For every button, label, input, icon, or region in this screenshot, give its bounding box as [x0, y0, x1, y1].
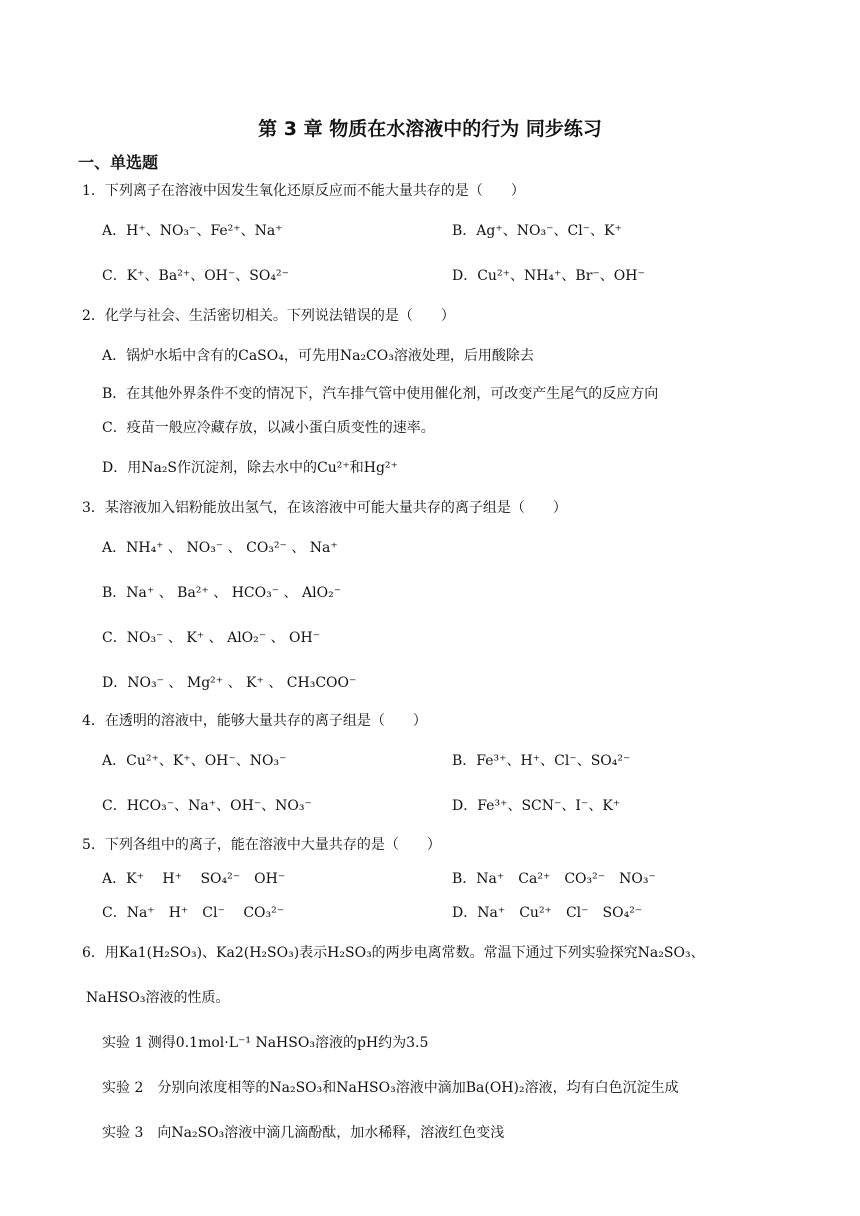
question-3-option-d: D．NO₃⁻ 、 Mg²⁺ 、 K⁺ 、 CH₃COO⁻	[102, 675, 357, 691]
question-2-option-d: D．用Na₂S作沉淀剂，除去水中的Cu²⁺和Hg²⁺	[102, 460, 398, 476]
question-2-stem: 2．化学与社会、生活密切相关。下列说法错误的是（ ）	[82, 308, 455, 324]
experiment-1: 实验 1 测得0.1mol·L⁻¹ NaHSO₃溶液的pH约为3.5	[102, 1035, 429, 1051]
question-5-option-b: B．Na⁺ Ca²⁺ CO₃²⁻ NO₃⁻	[452, 871, 656, 887]
question-5-option-a: A．K⁺ H⁺ SO₄²⁻ OH⁻	[102, 871, 286, 887]
question-4-option-d: D．Fe³⁺、SCN⁻、I⁻、K⁺	[452, 798, 621, 814]
question-5-option-d: D．Na⁺ Cu²⁺ Cl⁻ SO₄²⁻	[452, 905, 643, 921]
experiment-2: 实验 2 分别向浓度相等的Na₂SO₃和NaHSO₃溶液中滴加Ba(OH)₂溶液，均有白色沉淀生成	[102, 1080, 679, 1096]
question-6-stem-continued: NaHSO₃溶液的性质。	[86, 990, 230, 1006]
question-2-option-a: A．锅炉水垢中含有的CaSO₄，可先用Na₂CO₃溶液处理，后用酸除去	[102, 348, 534, 364]
question-1-option-d: D．Cu²⁺、NH₄⁺、Br⁻、OH⁻	[452, 268, 645, 284]
question-3-stem: 3．某溶液加入铝粉能放出氢气，在该溶液中可能大量共存的离子组是（ ）	[82, 500, 567, 516]
question-6-stem: 6．用Ka1(H₂SO₃)、Ka2(H₂SO₃)表示H₂SO₃的两步电离常数。常温下通过下列实验探究Na₂SO₃、	[82, 945, 705, 961]
question-2-option-c: C．疫苗一般应冷藏存放，以减小蛋白质变性的速率。	[102, 420, 435, 436]
question-1-option-c: C．K⁺、Ba²⁺、OH⁻、SO₄²⁻	[102, 268, 289, 284]
question-4-option-c: C．HCO₃⁻、Na⁺、OH⁻、NO₃⁻	[102, 798, 312, 814]
page-title: 第 3 章 物质在水溶液中的行为 同步练习	[258, 118, 602, 140]
question-1-option-b: B．Ag⁺、NO₃⁻、Cl⁻、K⁺	[452, 223, 622, 239]
section-heading: 一、单选题	[78, 153, 159, 172]
question-5-stem: 5．下列各组中的离子，能在溶液中大量共存的是（ ）	[82, 837, 441, 853]
question-1-stem: 1．下列离子在溶液中因发生氧化还原反应而不能大量共存的是（ ）	[82, 183, 525, 199]
question-2-option-b: B．在其他外界条件不变的情况下，汽车排气管中使用催化剂，可改变产生尾气的反应方向	[102, 386, 659, 402]
experiment-3: 实验 3 向Na₂SO₃溶液中滴几滴酚酞，加水稀释，溶液红色变浅	[102, 1125, 505, 1141]
question-4-option-a: A．Cu²⁺、K⁺、OH⁻、NO₃⁻	[102, 753, 287, 769]
question-1-option-a: A．H⁺、NO₃⁻、Fe²⁺、Na⁺	[102, 223, 283, 239]
question-5-option-c: C．Na⁺ H⁺ Cl⁻ CO₃²⁻	[102, 905, 285, 921]
question-4-option-b: B．Fe³⁺、H⁺、Cl⁻、SO₄²⁻	[452, 753, 631, 769]
question-3-option-b: B．Na⁺ 、 Ba²⁺ 、 HCO₃⁻ 、 AlO₂⁻	[102, 585, 342, 601]
question-3-option-c: C．NO₃⁻ 、 K⁺ 、 AlO₂⁻ 、 OH⁻	[102, 630, 321, 646]
question-3-option-a: A．NH₄⁺ 、 NO₃⁻ 、 CO₃²⁻ 、 Na⁺	[102, 540, 338, 556]
question-4-stem: 4．在透明的溶液中，能够大量共存的离子组是（ ）	[82, 713, 427, 729]
